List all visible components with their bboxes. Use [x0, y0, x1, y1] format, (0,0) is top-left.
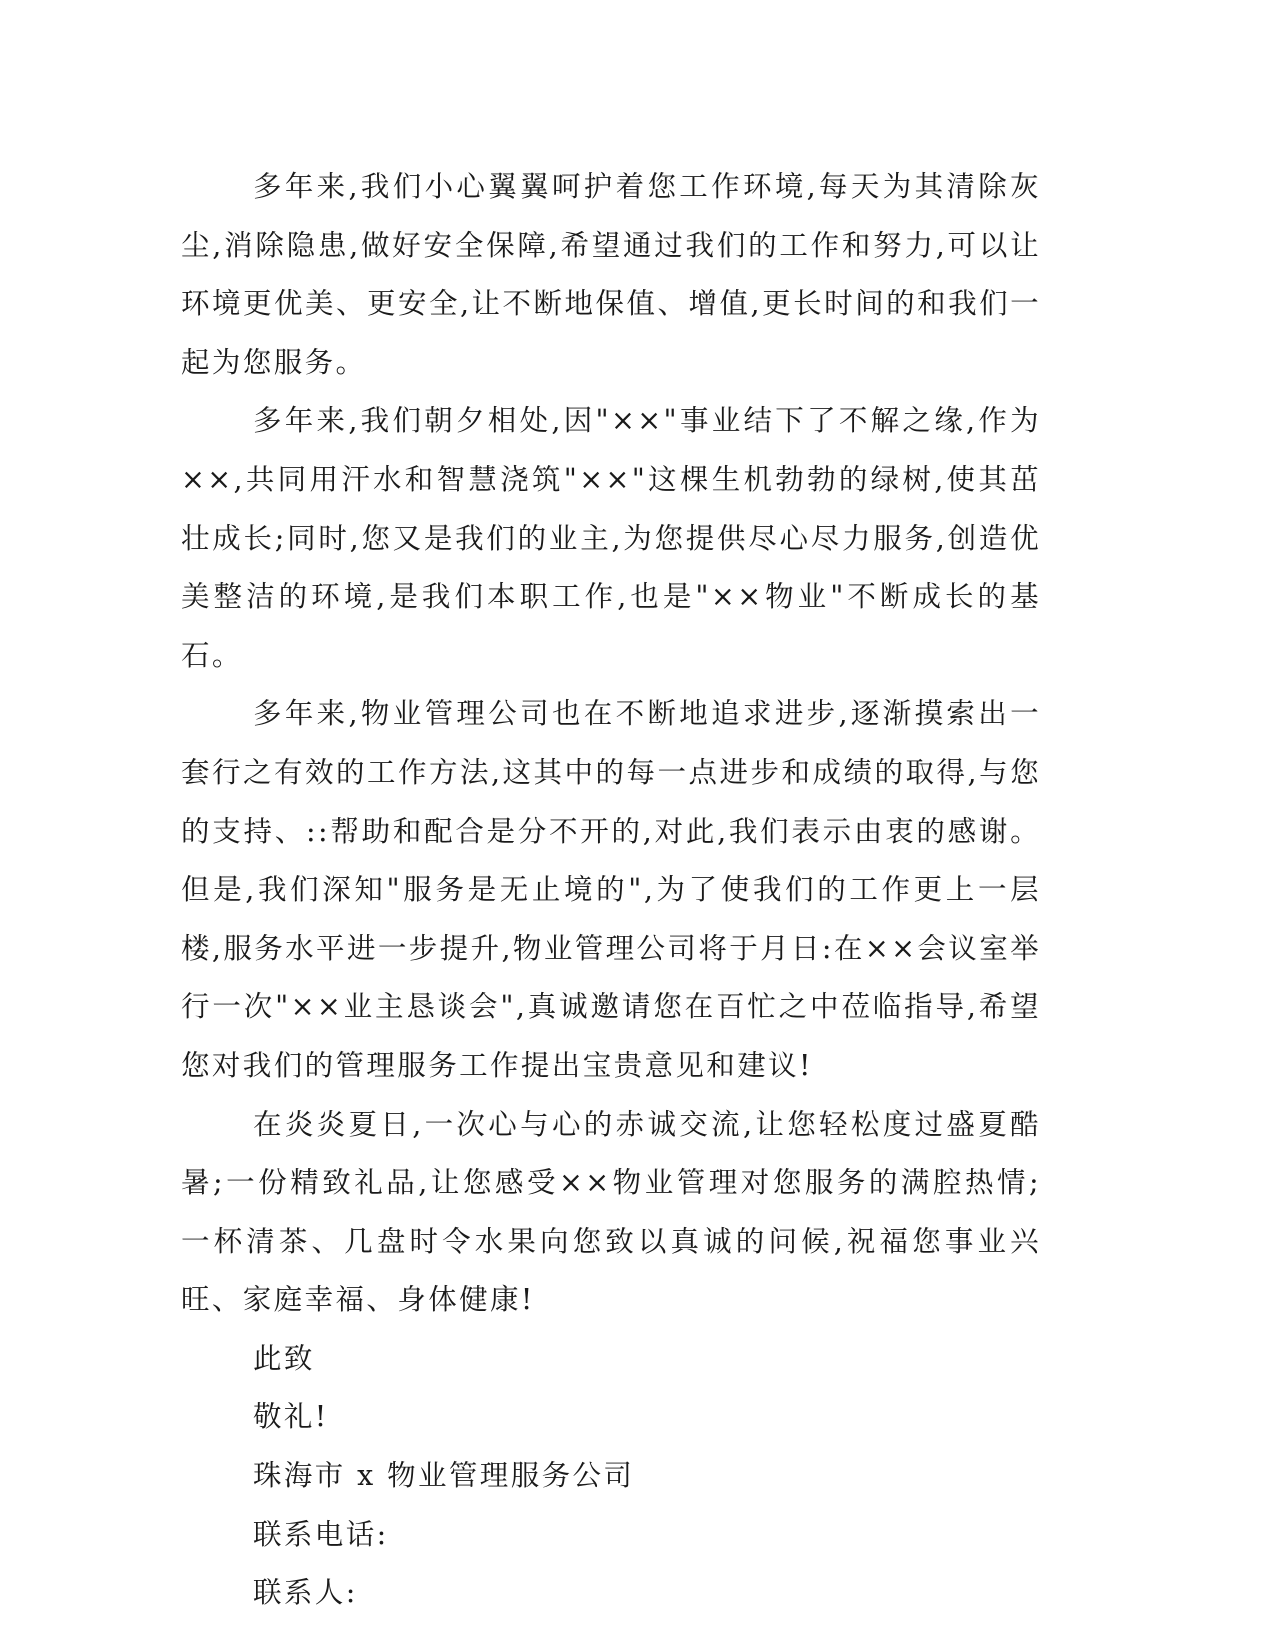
paragraph-together: 多年来,我们朝夕相处,因"××"事业结下了不解之缘,作为××,共同用汗水和智慧浇筑"××"这棵生机勃勃的绿树,使其茁壮成长;同时,您又是我们的业主,为您提供尽心尽力服务,创造优美整洁的环境,是我们本职工作,也是"××物业"不断成长的基石。: [181, 404, 1041, 672]
letter-body: [181, 158, 1041, 1623]
paragraph-summer-greeting: 在炎炎夏日,一次心与心的赤诚交流,让您轻松度过盛夏酷暑;一份精致礼品,让您感受××物业管理对您服务的满腔热情;一杯清茶、几盘时令水果向您致以真诚的问候,祝福您事业兴旺、家庭幸福、身体健康!: [181, 1107, 1041, 1317]
paragraph-care-environment: 多年来,我们小心翼翼呵护着您工作环境,每天为其清除灰尘,消除隐患,做好安全保障,希望通过我们的工作和努力,可以让环境更优美、更安全,让不断地保值、增值,更长时间的和我们一起为您服务。: [181, 170, 1041, 379]
closing-salutation: 此致: [253, 1341, 315, 1375]
contact-phone-label: 联系电话:: [253, 1517, 389, 1551]
company-signature: 珠海市 x 物业管理服务公司: [253, 1459, 635, 1493]
closing-regards: 敬礼!: [253, 1400, 329, 1434]
contact-person-label: 联系人:: [253, 1576, 358, 1610]
paragraph-invitation: 多年来,物业管理公司也在不断地追求进步,逐渐摸索出一套行之有效的工作方法,这其中的每一点进步和成绩的取得,与您的支持、::帮助和配合是分不开的,对此,我们表示由衷的感谢。但是,我们深知"服务是无止境的",为了使我们的工作更上一层楼,服务水平进一步提升,物业管理公司将于月日:在××会议室举行一次"××业主恳谈会",真诚邀请您在百忙之中莅临指导,希望您对我们的管理服务工作提出宝贵意见和建议!: [181, 697, 1041, 1082]
